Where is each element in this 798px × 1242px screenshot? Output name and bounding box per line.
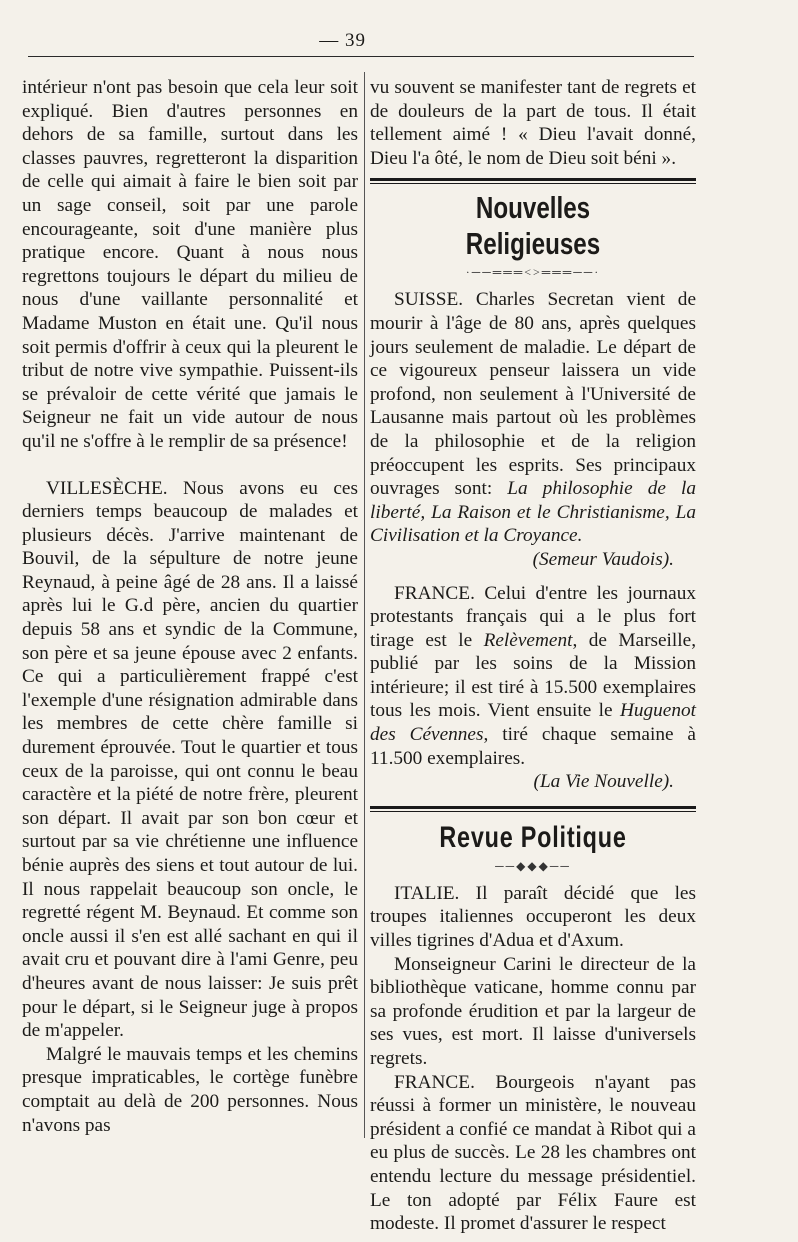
- article-villeseche-continuation: vu souvent se manifester tant de regrets et de douleurs de la part de tous. Il était tellement aimé ! « Dieu l'avait donné, Dieu l'a ôté, le nom de Dieu soit béni ».: [370, 77, 696, 169]
- section-heading-religion: Nouvelles Religieuses: [465, 190, 601, 262]
- article-suisse: [370, 288, 696, 548]
- section-heading-politics: Revue Politique: [439, 820, 627, 854]
- article-italie: ITALIE. Il paraît décidé que les troupes italiennes occuperont les deux villes tigrines d'Adua et d'Axum.: [370, 882, 696, 952]
- article-suisse-works: La philosophie de la liberté, La Raison et le Christianisme, La Civilisation et la Croyance.: [370, 478, 696, 547]
- section-divider-politics: [370, 806, 696, 812]
- page-number: — 39: [319, 30, 366, 51]
- title-relevement: Relèvement: [483, 629, 573, 651]
- article-carini: Monseigneur Carini le directeur de la bibliothèque vaticane, homme connu par sa profonde érudition et par la largeur de ses vues, est mort. Il laisse d'universels regrets.: [370, 953, 696, 1069]
- article-villeseche: VILLESÈCHE. Nous avons eu ces derniers temps beaucoup de malades et plusieurs décès. J'arrive maintenant de Bouvil, de la sépulture de notre jeune Reynaud, à peine âgé de 28 ans. Il a laissé après lui le G.d père, ancien du quartier depuis 58 ans et syndic de la Commune, son père et sa jeune épouse avec 2 enfants. Ce qui a particulièrement frappé c'est l'exemple d'une résignation admirable dans les membres de cette chère famille si durement éprouvée. Tout le quartier et tous ceux de la paroisse, qui ont connu le beau caractère et la piété de notre frère, pleurent son départ. Il avait par son bon cœur et surtout par sa vie chrétienne une influence bénie auprès des siens et tout autour de lui. Il nous rappelait beaucoup son oncle, le regretté régent M. Beynaud. Et comme son oncle aussi il s'en est allé sachant en qui il avait cru et pouvant dire à l'ami Genre, peu d'heures avant de nous laisser: Je suis prêt pour le départ, si le Seigneur juge à propos de m'appeler.: [22, 477, 358, 1042]
- article-muston-continuation: intérieur n'ont pas besoin que cela leur soit expliqué. Bien d'autres personnes en dehors de sa famille, surtout dans les classes pauvres, regretteront la disparition de celle qui aimait à faire le bien soit par un sage conseil, soit par une parole encourageante, soit d'une manière plus pratique encore. Quant à nous nous regrettons toujours le départ du milieu de nous d'une vaillante personnalité et Madame Muston en était une. Qu'il nous soit permis d'offrir à ceux qui la pleurent le tribut de notre vive sympathie. Puissent-ils se prévaloir de cette vérité que jamais le Seigneur ne fait un vide autour de nous qu'il ne s'offre à le remplir de sa présence!: [22, 77, 358, 452]
- page-header: [28, 30, 694, 58]
- ornament-politics: ──◆◆◆──: [495, 858, 571, 873]
- source-vie-nouvelle: (La Vie Nouvelle).: [533, 771, 674, 793]
- header-rule: [28, 56, 694, 57]
- right-column: [370, 76, 696, 1236]
- left-column: [22, 76, 358, 1137]
- source-semeur-vaudois: (Semeur Vaudois).: [532, 548, 674, 570]
- article-villeseche-funeral: Malgré le mauvais temps et les chemins presque impraticables, le cortège funèbre comptait au delà de 200 personnes. Nous n'avons pas: [22, 1043, 358, 1136]
- article-suisse-text: SUISSE. Charles Secretan vient de mourir à l'âge de 80 ans, après quelques jours seulement de maladie. Le départ de ce vigoureux penseur laissera un vide profond, non seulement à l'Université de Lausanne mais partout où les problèmes de la philosophie et de la religion préoccupent les esprits. Ses principaux ouvrages sont:: [370, 289, 696, 500]
- title-huguenot: Huguenot des Cévennes: [370, 700, 696, 746]
- column-divider: [364, 72, 365, 1138]
- section-divider: [370, 178, 696, 184]
- ornament-religion: ·──═══<>═══──·: [465, 265, 601, 280]
- article-france-journaux: FRANCE. Celui d'entre les journaux protestants français qui a le plus fort tirage est le Relèvement, de Marseille, publié par les soins de la Mission intérieure; il est tiré à 15.500 exemplaires tous les mois. Vient ensuite le Huguenot des Cévennes, tiré chaque semaine à 11.500 exemplaires.: [370, 582, 697, 769]
- article-france-politique: FRANCE. Bourgeois n'ayant pas réussi à former un ministère, le nouveau président a confié ce mandat à Ribot qui a eu plus de succès. Le 28 les chambres ont entendu lecture du message présidentiel. Le ton adopté par Félix Faure est modeste. Il promet d'assurer le respect: [370, 1071, 696, 1235]
